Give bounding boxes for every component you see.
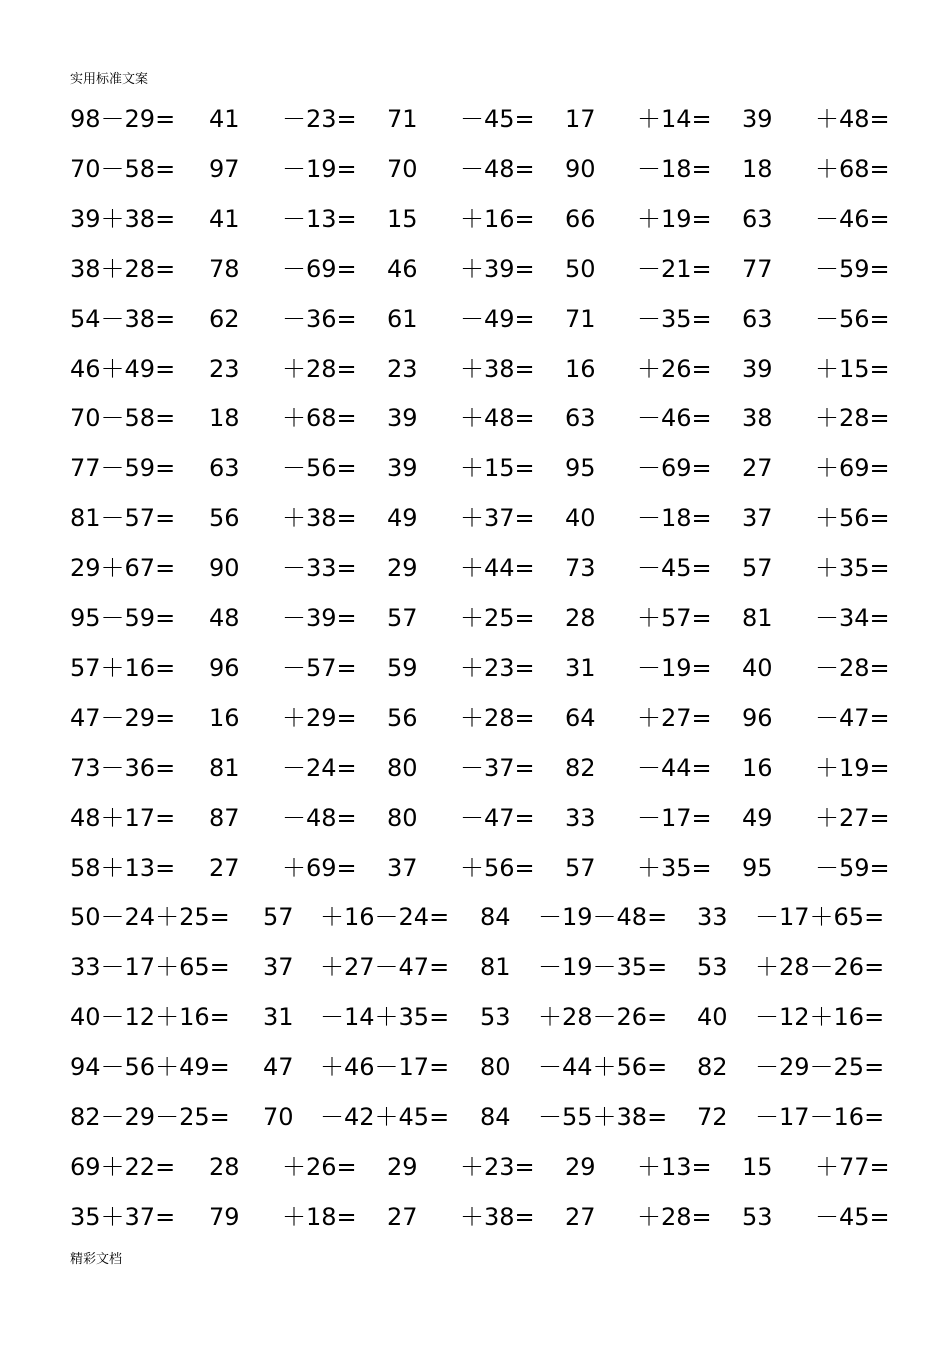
answer-text: 80 [480, 1053, 511, 1082]
answer-text: 61 [387, 304, 418, 333]
answer-text: 63 [209, 454, 240, 483]
answer-text: 31 [565, 653, 596, 682]
problem-text: －18= [637, 154, 712, 183]
answer-text: 16 [742, 753, 773, 782]
answer-text: 40 [742, 653, 773, 682]
answer-text: 41 [209, 204, 240, 233]
problem-text: 47－29= [70, 703, 176, 732]
problem-text: ＋14= [637, 105, 712, 133]
problem-text: －57= [282, 653, 357, 682]
problem-text: 73－36= [70, 753, 176, 782]
answer-text: 56 [209, 504, 240, 533]
answer-text: 96 [742, 703, 773, 732]
answer-text: 59 [387, 653, 418, 682]
problem-text: ＋69= [815, 454, 890, 483]
answer-text: 57 [387, 604, 418, 632]
problem-text: 54－38= [70, 304, 176, 333]
answer-text: 29 [387, 554, 418, 583]
answer-text: 57 [565, 853, 596, 882]
problem-text: －19－48= [538, 903, 668, 932]
answer-text: 97 [209, 154, 240, 183]
answer-text: 82 [697, 1053, 728, 1082]
answer-text: 39 [742, 354, 773, 383]
problem-text: －17＋65= [755, 903, 885, 932]
problem-text: －17= [637, 803, 712, 832]
problem-text: 38＋28= [70, 254, 176, 283]
answer-text: 28 [209, 1152, 240, 1181]
answer-text: 56 [387, 703, 418, 732]
problem-text: 98－29= [70, 105, 176, 133]
answer-text: 29 [387, 1152, 418, 1181]
problem-text: －59= [815, 853, 890, 882]
problem-text: 29＋67= [70, 554, 176, 583]
problem-text: －19= [637, 653, 712, 682]
problem-text: －39= [282, 604, 357, 632]
answer-text: 90 [565, 154, 596, 183]
problem-text: －23= [282, 105, 357, 133]
problem-text: －56= [815, 304, 890, 333]
problem-text: －42＋45= [320, 1103, 450, 1131]
page-header: 实用标准文案 [70, 72, 149, 87]
answer-text: 66 [565, 204, 596, 233]
answer-text: 47 [263, 1053, 294, 1082]
problem-text: 94－56＋49= [70, 1053, 230, 1082]
problem-text: －48= [460, 154, 535, 183]
problem-text: ＋68= [282, 404, 357, 433]
answer-text: 27 [742, 454, 773, 483]
answer-text: 18 [742, 154, 773, 183]
answer-text: 37 [742, 504, 773, 533]
answer-text: 63 [565, 404, 596, 433]
answer-text: 95 [565, 454, 596, 483]
answer-text: 29 [565, 1152, 596, 1181]
problem-text: ＋26= [637, 354, 712, 383]
answer-text: 90 [209, 554, 240, 583]
problem-text: ＋23= [460, 1152, 535, 1181]
problem-text: ＋57= [637, 604, 712, 632]
problem-text: －14＋35= [320, 1003, 450, 1032]
problem-text: ＋27= [637, 703, 712, 732]
problem-text: 40－12＋16= [70, 1003, 230, 1032]
problem-text: 46＋49= [70, 354, 176, 383]
problem-text: ＋28－26= [538, 1003, 668, 1032]
page-footer: 精彩文档 [70, 1252, 123, 1267]
answer-text: 37 [387, 853, 418, 882]
answer-text: 72 [697, 1103, 728, 1131]
answer-text: 73 [565, 554, 596, 583]
answer-text: 16 [209, 703, 240, 732]
problem-text: －33= [282, 554, 357, 583]
problem-text: 70－58= [70, 404, 176, 433]
problem-text: ＋77= [815, 1152, 890, 1181]
answer-text: 27 [387, 1202, 418, 1231]
problem-text: ＋15= [460, 454, 535, 483]
answer-text: 64 [565, 703, 596, 732]
answer-text: 79 [209, 1202, 240, 1231]
problem-text: －45= [460, 105, 535, 133]
answer-text: 15 [387, 204, 418, 233]
problem-text: ＋28= [460, 703, 535, 732]
answer-text: 81 [480, 953, 511, 982]
answer-text: 27 [209, 853, 240, 882]
answer-text: 71 [387, 105, 418, 133]
answer-text: 28 [565, 604, 596, 632]
problem-text: －47= [815, 703, 890, 732]
problem-text: ＋56= [815, 504, 890, 533]
answer-text: 37 [263, 953, 294, 982]
problem-text: 69＋22= [70, 1152, 176, 1181]
problem-text: ＋44= [460, 554, 535, 583]
problem-text: －48= [282, 803, 357, 832]
problem-text: －12＋16= [755, 1003, 885, 1032]
problem-text: －36= [282, 304, 357, 333]
problem-text: ＋27= [815, 803, 890, 832]
problem-text: ＋69= [282, 853, 357, 882]
problem-text: ＋46－17= [320, 1053, 450, 1082]
problem-text: ＋25= [460, 604, 535, 632]
problem-text: ＋26= [282, 1152, 357, 1181]
problem-text: －69= [282, 254, 357, 283]
problem-text: －18= [637, 504, 712, 533]
answer-text: 70 [263, 1103, 294, 1131]
answer-text: 53 [742, 1202, 773, 1231]
answer-text: 39 [387, 454, 418, 483]
problem-text: 77－59= [70, 454, 176, 483]
problem-text: ＋35= [815, 554, 890, 583]
problem-text: 48＋17= [70, 803, 176, 832]
problem-text: －34= [815, 604, 890, 632]
problem-text: －49= [460, 304, 535, 333]
answer-text: 63 [742, 204, 773, 233]
answer-text: 57 [263, 903, 294, 932]
answer-text: 77 [742, 254, 773, 283]
answer-text: 53 [480, 1003, 511, 1032]
problem-text: 33－17＋65= [70, 953, 230, 982]
answer-text: 48 [209, 604, 240, 632]
problem-text: ＋18= [282, 1202, 357, 1231]
answer-text: 49 [387, 504, 418, 533]
problem-text: －37= [460, 753, 535, 782]
problem-text: ＋16－24= [320, 903, 450, 932]
answer-text: 40 [697, 1003, 728, 1032]
problem-text: －47= [460, 803, 535, 832]
problem-text: ＋39= [460, 254, 535, 283]
problem-text: ＋15= [815, 354, 890, 383]
problem-text: －45= [637, 554, 712, 583]
problem-text: －17－16= [755, 1103, 885, 1131]
answer-text: 53 [697, 953, 728, 982]
problem-text: －24= [282, 753, 357, 782]
answer-text: 27 [565, 1202, 596, 1231]
problem-text: ＋29= [282, 703, 357, 732]
answer-text: 39 [742, 105, 773, 133]
problem-text: －44= [637, 753, 712, 782]
problem-text: －19= [282, 154, 357, 183]
answer-text: 57 [742, 554, 773, 583]
problem-text: －45= [815, 1202, 890, 1231]
problem-text: ＋28－26= [755, 953, 885, 982]
answer-text: 71 [565, 304, 596, 333]
problem-text: 58＋13= [70, 853, 176, 882]
problem-text: －55＋38= [538, 1103, 668, 1131]
problem-text: ＋19= [815, 753, 890, 782]
problem-text: －35= [637, 304, 712, 333]
problem-text: －46= [815, 204, 890, 233]
problem-text: ＋13= [637, 1152, 712, 1181]
answer-text: 63 [742, 304, 773, 333]
answer-text: 87 [209, 803, 240, 832]
problem-text: －19－35= [538, 953, 668, 982]
answer-text: 70 [387, 154, 418, 183]
problem-text: 70－58= [70, 154, 176, 183]
answer-text: 95 [742, 853, 773, 882]
problem-text: 81－57= [70, 504, 176, 533]
problem-text: －56= [282, 454, 357, 483]
problem-text: ＋35= [637, 853, 712, 882]
answer-text: 78 [209, 254, 240, 283]
problem-text: ＋38= [460, 1202, 535, 1231]
problem-text: －69= [637, 454, 712, 483]
problem-text: －21= [637, 254, 712, 283]
problem-text: ＋19= [637, 204, 712, 233]
problem-text: 57＋16= [70, 653, 176, 682]
problem-text: －13= [282, 204, 357, 233]
answer-text: 39 [387, 404, 418, 433]
answer-text: 23 [209, 354, 240, 383]
answer-text: 81 [209, 753, 240, 782]
problem-text: －28= [815, 653, 890, 682]
problem-text: ＋38= [460, 354, 535, 383]
problem-text: 39＋38= [70, 204, 176, 233]
answer-text: 31 [263, 1003, 294, 1032]
problem-text: －44＋56= [538, 1053, 668, 1082]
answer-text: 40 [565, 504, 596, 533]
problem-text: ＋28= [282, 354, 357, 383]
problem-text: ＋38= [282, 504, 357, 533]
problem-text: ＋28= [815, 404, 890, 433]
answer-text: 16 [565, 354, 596, 383]
answer-text: 80 [387, 753, 418, 782]
answer-text: 33 [565, 803, 596, 832]
answer-text: 46 [387, 254, 418, 283]
answer-text: 17 [565, 105, 596, 133]
problem-text: －46= [637, 404, 712, 433]
answer-text: 84 [480, 903, 511, 932]
answer-text: 15 [742, 1152, 773, 1181]
problem-text: ＋27－47= [320, 953, 450, 982]
problem-text: ＋23= [460, 653, 535, 682]
problem-text: ＋28= [637, 1202, 712, 1231]
problem-text: ＋48= [815, 105, 890, 133]
problem-text: 50－24＋25= [70, 903, 230, 932]
answer-text: 62 [209, 304, 240, 333]
problem-text: ＋48= [460, 404, 535, 433]
answer-text: 96 [209, 653, 240, 682]
answer-text: 18 [209, 404, 240, 433]
problem-text: ＋56= [460, 853, 535, 882]
problem-text: 82－29－25= [70, 1103, 230, 1131]
answer-text: 84 [480, 1103, 511, 1131]
problem-text: ＋37= [460, 504, 535, 533]
problem-text: －59= [815, 254, 890, 283]
problem-text: 35＋37= [70, 1202, 176, 1231]
problem-text: ＋68= [815, 154, 890, 183]
answer-text: 33 [697, 903, 728, 932]
answer-text: 81 [742, 604, 773, 632]
answer-text: 38 [742, 404, 773, 433]
answer-text: 50 [565, 254, 596, 283]
problem-text: 95－59= [70, 604, 176, 632]
answer-text: 23 [387, 354, 418, 383]
problem-text: －29－25= [755, 1053, 885, 1082]
answer-text: 82 [565, 753, 596, 782]
answer-text: 49 [742, 803, 773, 832]
answer-text: 41 [209, 105, 240, 133]
problem-text: ＋16= [460, 204, 535, 233]
answer-text: 80 [387, 803, 418, 832]
